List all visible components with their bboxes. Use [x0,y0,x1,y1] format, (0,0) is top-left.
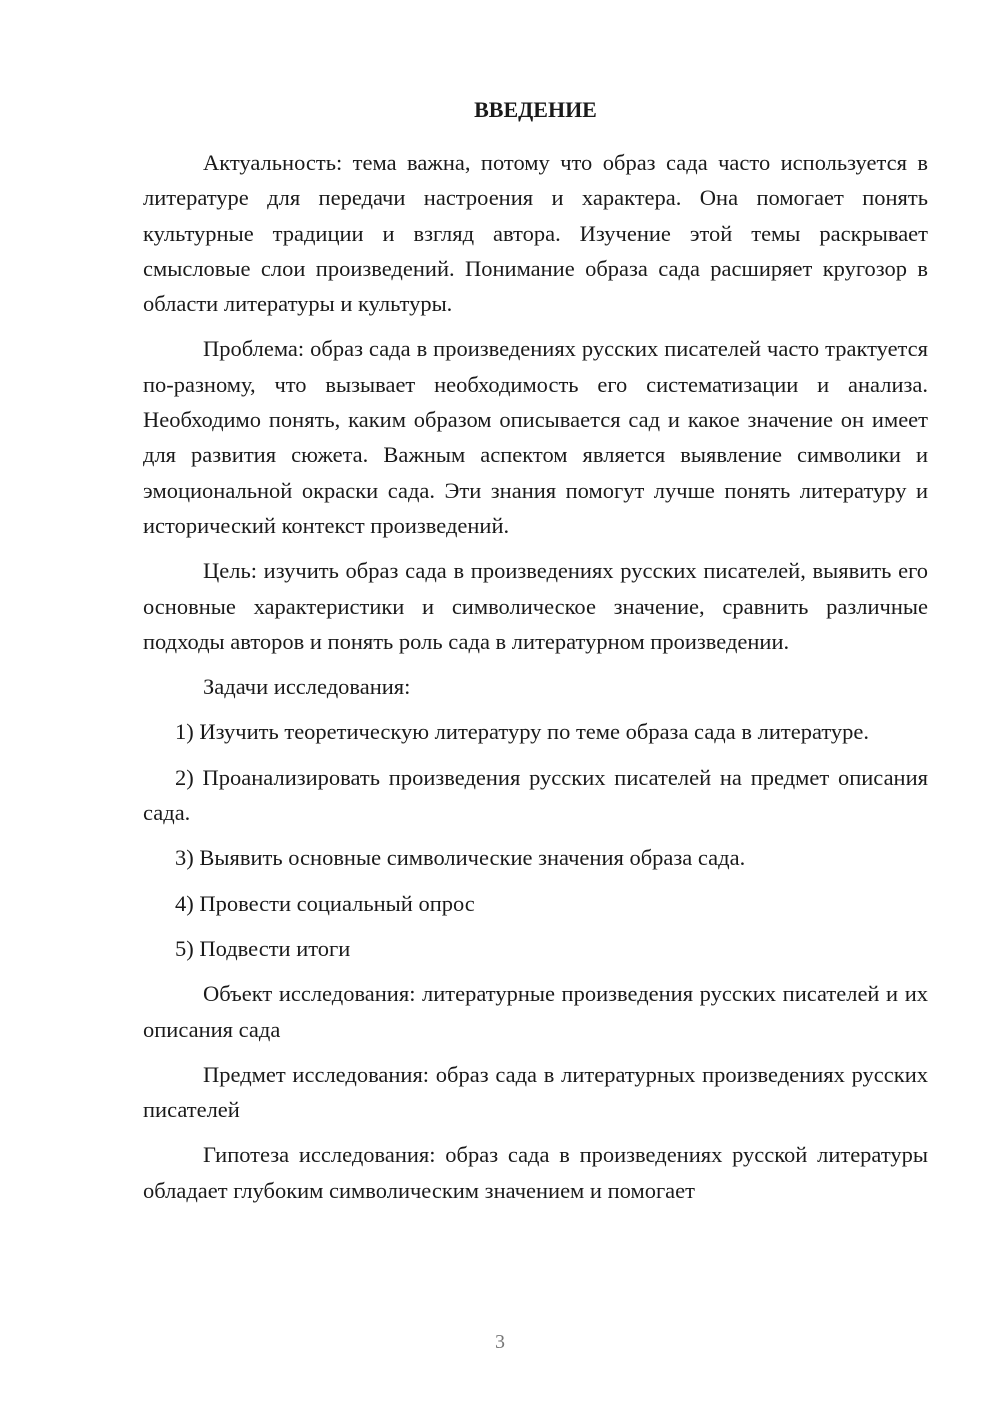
paragraph-problem: Проблема: образ сада в произведениях русских писателей часто трактуется по-разному, что вызывает необходимость его систематизации и анализа. Необходимо понять, каким образом описывается сад и какое значение он имеет для развития сюжета. Важным аспектом является выявление символики и эмоциональной окраски сада. Эти знания помогут лучше понять литературу и исторический контекст произведений. [143,336,928,538]
tasks-heading: Задачи исследования: [203,674,411,700]
paragraph-goal: Цель: изучить образ сада в произведениях русских писателей, выявить его основные характеристики и символическое значение, сравнить различные подходы авторов и понять роль сада в литературном произведении. [143,558,928,654]
task-item-5: 5) Подвести итоги [175,935,351,961]
paragraph-subject: Предмет исследования: образ сада в литературных произведениях русских писателей [143,1061,928,1123]
document-page [143,92,928,1208]
page-number: 3 [495,1331,505,1353]
task-item-3: 3) Выявить основные символические значения образа сада. [175,845,746,871]
page-title: ВВЕДЕНИЕ [474,97,597,122]
task-item-2: 2) Проанализировать произведения русских писателей на предмет описания сада. [143,764,928,826]
paragraph-hypothesis: Гипотеза исследования: образ сада в произведениях русской литературы обладает глубоким символическим значением и помогает [143,1142,928,1203]
task-item-4: 4) Провести социальный опрос [175,890,475,916]
paragraph-relevance: Актуальность: тема важна, потому что образ сада часто используется в литературе для передачи настроения и характера. Она помогает понять культурные традиции и взгляд автора. Изучение этой темы раскрывает смысловые слои произведений. Понимание образа сада расширяет кругозор в области литературы и культуры. [143,150,928,317]
paragraph-object: Объект исследования: литературные произведения русских писателей и их описания сада [143,981,928,1042]
task-item-1: 1) Изучить теоретическую литературу по теме образа сада в литературе. [175,719,870,745]
